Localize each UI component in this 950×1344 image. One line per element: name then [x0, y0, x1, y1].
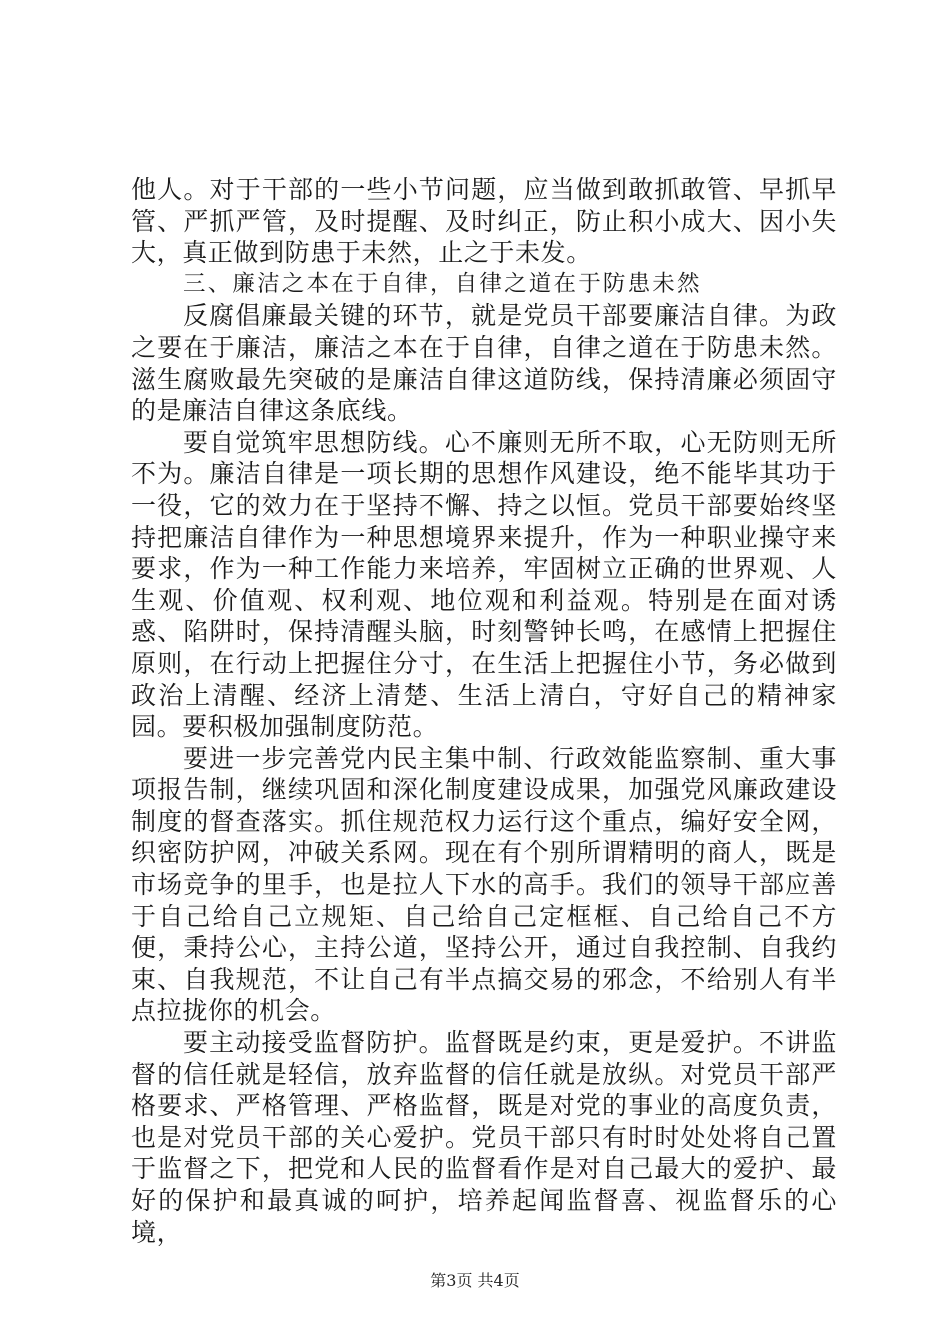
paragraph-continuation: 他人。对于干部的一些小节问题，应当做到敢抓敢管、早抓早管、严抓严管，及时提醒、及时纠正，防止积小成大、因小失大，真正做到防患于未然，止之于未发。: [131, 175, 837, 268]
section-heading: 三、廉洁之本在于自律，自律之道在于防患未然: [183, 270, 702, 297]
page-footer: [0, 1268, 950, 1291]
document-body: [131, 174, 837, 1248]
paragraph: 要进一步完善党内民主集中制、行政效能监察制、重大事项报告制，继续巩固和深化制度建设成果，加强党风廉政建设制度的督查落实。抓住规范权力运行这个重点，编好安全网，织密防护网，冲破关系网。现在有个别所谓精明的商人，既是市场竞争的里手，也是拉人下水的高手。我们的领导干部应善于自己给自己立规矩、自己给自己定框框、自己给自己不方便，秉持公心，主持公道，坚持公开，通过自我控制、自我约束、自我规范，不让自己有半点搞交易的邪念，不给别人有半点拉拢你的机会。: [131, 743, 837, 1026]
paragraph: 反腐倡廉最关键的环节，就是党员干部要廉洁自律。为政之要在于廉洁，廉洁之本在于自律，自律之道在于防患未然。滋生腐败最先突破的是廉洁自律这道防线，保持清廉必须固守的是廉洁自律这条底线。: [131, 301, 837, 426]
page-number: 第3页 共4页: [430, 1271, 520, 1290]
paragraph: 要自觉筑牢思想防线。心不廉则无所不取，心无防则无所不为。廉洁自律是一项长期的思想作风建设，绝不能毕其功于一役，它的效力在于坚持不懈、持之以恒。党员干部要始终坚持把廉洁自律作为一种思想境界来提升，作为一种职业操守来要求，作为一种工作能力来培养，牢固树立正确的世界观、人生观、价值观、权利观、地位观和利益观。特别是在面对诱惑、陷阱时，保持清醒头脑，时刻警钟长鸣，在感情上把握住原则，在行动上把握住分寸，在生活上把握住小节，务必做到政治上清醒、经济上清楚、生活上清白，守好自己的精神家园。要积极加强制度防范。: [131, 427, 837, 742]
paragraph: 要主动接受监督防护。监督既是约束，更是爱护。不讲监督的信任就是轻信，放弃监督的信任就是放纵。对党员干部严格要求、严格管理、严格监督，既是对党的事业的高度负责，也是对党员干部的关心爱护。党员干部只有时时处处将自己置于监督之下，把党和人民的监督看作是对自己最大的爱护、最好的保护和最真诚的呵护，培养起闻监督喜、视监督乐的心境，: [131, 1028, 837, 1247]
